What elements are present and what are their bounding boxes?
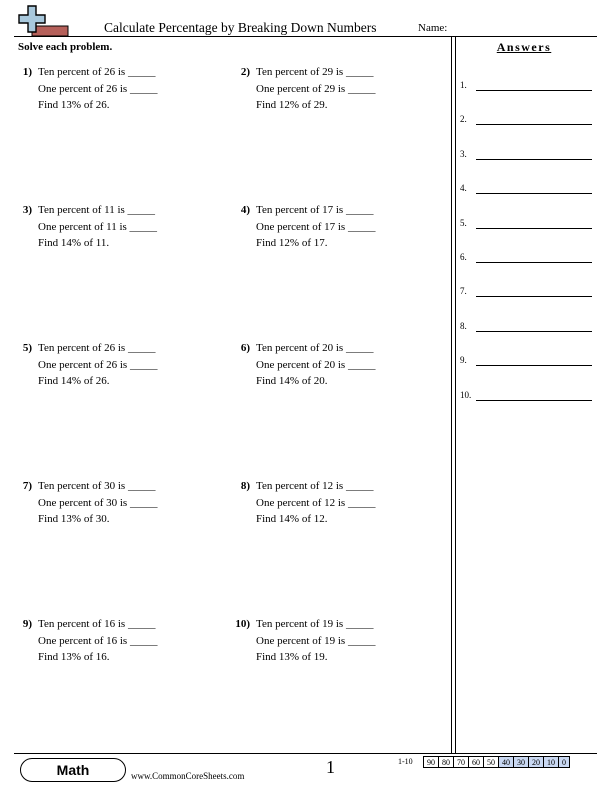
- problem-line: One percent of 26 is _____: [38, 358, 158, 371]
- problem-line: Ten percent of 16 is _____: [38, 618, 156, 630]
- answer-number: 8.: [460, 320, 467, 331]
- instructions: Solve each problem.: [18, 41, 113, 53]
- answer-number: 3.: [460, 148, 467, 159]
- answer-row[interactable]: [460, 321, 593, 335]
- score-range-label: 1-10: [398, 757, 413, 766]
- score-cell: 40: [499, 757, 514, 768]
- answer-number: 7.: [460, 286, 467, 297]
- problem-line: One percent of 11 is _____: [38, 220, 158, 233]
- footer-rule: [14, 753, 597, 754]
- answer-number: 10.: [460, 389, 472, 400]
- problem-line: Ten percent of 26 is _____: [38, 342, 156, 354]
- problem-line: Find 14% of 26.: [38, 375, 110, 387]
- answer-blank-line[interactable]: [476, 90, 592, 91]
- answer-blank-line[interactable]: [476, 124, 592, 125]
- problem-line: Find 13% of 30.: [38, 513, 110, 525]
- problem-line: Ten percent of 20 is _____: [256, 342, 374, 354]
- problem-number: 6): [240, 342, 250, 354]
- problem-line: Ten percent of 11 is _____: [38, 204, 156, 216]
- score-cell: 90: [424, 757, 439, 768]
- score-table: [423, 756, 570, 768]
- score-cell: 10: [544, 757, 559, 768]
- problem-line: One percent of 30 is _____: [38, 496, 158, 509]
- score-cell: 30: [514, 757, 529, 768]
- score-cell: 80: [439, 757, 454, 768]
- answer-blank-line[interactable]: [476, 262, 592, 263]
- problem-line: One percent of 16 is _____: [38, 634, 158, 647]
- page-number: 1: [326, 757, 335, 777]
- answer-blank-line[interactable]: [476, 193, 592, 194]
- problem-number: 5): [22, 342, 32, 354]
- answer-row[interactable]: [460, 114, 593, 128]
- problem-line: Find 14% of 12.: [256, 513, 328, 525]
- worksheet-title: Calculate Percentage by Breaking Down Numbers: [104, 20, 377, 35]
- answer-number: 9.: [460, 355, 467, 366]
- problem-line: Find 12% of 29.: [256, 99, 328, 111]
- answer-row[interactable]: [460, 390, 593, 404]
- score-cell: 0: [559, 757, 570, 768]
- answer-number: 1.: [460, 80, 467, 90]
- score-cell: 60: [469, 757, 484, 768]
- answer-number: 5.: [460, 217, 467, 228]
- header-rule: [14, 36, 597, 37]
- problem-line: One percent of 17 is _____: [256, 220, 376, 233]
- answer-row[interactable]: [460, 286, 593, 300]
- problem-line: One percent of 19 is _____: [256, 634, 376, 647]
- answer-column-divider: [451, 37, 456, 753]
- problem-number: 9): [22, 618, 32, 630]
- problem-line: Ten percent of 29 is _____: [256, 66, 374, 78]
- plus-sign-logo-icon: [18, 4, 70, 38]
- problem-line: Find 13% of 26.: [38, 99, 110, 111]
- answer-blank-line[interactable]: [476, 296, 592, 297]
- answer-blank-line[interactable]: [476, 159, 592, 160]
- problem-line: Ten percent of 30 is _____: [38, 480, 156, 492]
- problem-number: 3): [22, 204, 32, 216]
- problem-number: 4): [240, 204, 250, 216]
- answer-row[interactable]: [460, 218, 593, 232]
- score-cell: 70: [454, 757, 469, 768]
- problem-line: Find 13% of 19.: [256, 651, 328, 663]
- problem-line: One percent of 12 is _____: [256, 496, 376, 509]
- answer-row[interactable]: [460, 252, 593, 266]
- problem-line: Ten percent of 17 is _____: [256, 204, 374, 216]
- problem-number: 8): [240, 480, 250, 492]
- name-label: Name:: [418, 22, 448, 34]
- math-badge: Math: [20, 758, 126, 782]
- problem-line: Find 14% of 20.: [256, 375, 328, 387]
- problem-line: Find 12% of 17.: [256, 237, 328, 249]
- score-cell: 20: [529, 757, 544, 768]
- problem-number: 1): [22, 66, 32, 78]
- problem-number: 2): [240, 66, 250, 78]
- problem-line: Find 14% of 11.: [38, 237, 110, 249]
- problem-line: Ten percent of 26 is _____: [38, 66, 156, 78]
- problem-line: One percent of 26 is _____: [38, 82, 158, 95]
- problem-line: Find 13% of 16.: [38, 651, 110, 663]
- problem-number: 10): [235, 618, 250, 630]
- site-url[interactable]: www.CommonCoreSheets.com: [131, 771, 245, 781]
- problem-number: 7): [22, 480, 32, 492]
- answer-row[interactable]: [460, 80, 593, 94]
- problem-line: Ten percent of 12 is _____: [256, 480, 374, 492]
- answer-number: 4.: [460, 183, 467, 194]
- answer-number: 2.: [460, 114, 467, 125]
- problem-line: Ten percent of 19 is _____: [256, 618, 374, 630]
- answer-blank-line[interactable]: [476, 400, 592, 401]
- answer-number: 6.: [460, 252, 467, 262]
- answer-row[interactable]: [460, 355, 593, 369]
- answers-title: Answers: [496, 40, 552, 54]
- answer-row[interactable]: [460, 149, 593, 163]
- score-cell: 50: [484, 757, 499, 768]
- problem-line: One percent of 20 is _____: [256, 358, 376, 371]
- answer-blank-line[interactable]: [476, 228, 592, 229]
- answer-blank-line[interactable]: [476, 331, 592, 332]
- problem-line: One percent of 29 is _____: [256, 82, 376, 95]
- answer-blank-line[interactable]: [476, 365, 592, 366]
- answer-row[interactable]: [460, 183, 593, 197]
